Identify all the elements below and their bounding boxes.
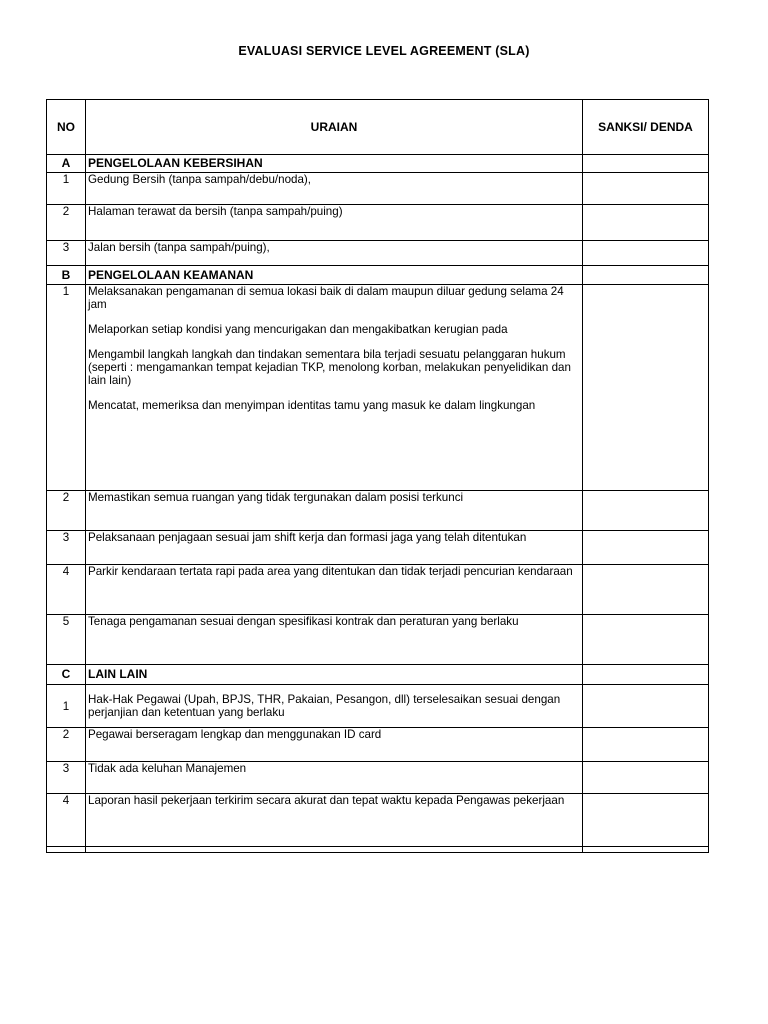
empty-cell — [86, 847, 583, 853]
sanksi-cell — [583, 241, 709, 266]
section-row-a — [47, 155, 709, 173]
table-row-empty — [47, 847, 709, 853]
section-row-c — [47, 665, 709, 685]
header-no: NO — [47, 100, 86, 155]
item-paragraph: Melaksanakan pengamanan di semua lokasi baik di dalam maupun diluar gedung selama 24 jam — [88, 285, 564, 311]
section-code: C — [47, 665, 86, 685]
section-code: A — [47, 155, 86, 173]
item-text: Laporan hasil pekerjaan terkirim secara akurat dan tepat waktu kepada Pengawas pekerjaan — [86, 794, 583, 847]
header-uraian: URAIAN — [86, 100, 583, 155]
table-row — [47, 173, 709, 205]
item-text: Halaman terawat da bersih (tanpa sampah/puing) — [86, 205, 583, 241]
item-no: 1 — [47, 285, 86, 491]
header-sanksi: SANKSI/ DENDA — [583, 100, 709, 155]
item-text: Memastikan semua ruangan yang tidak tergunakan dalam posisi terkunci — [86, 491, 583, 531]
item-no: 2 — [47, 728, 86, 762]
sanksi-cell — [583, 794, 709, 847]
item-no: 1 — [47, 685, 86, 728]
table-row — [47, 205, 709, 241]
item-paragraph: Mencatat, memeriksa dan menyimpan identitas tamu yang masuk ke dalam lingkungan — [88, 399, 536, 412]
table-row — [47, 491, 709, 531]
sanksi-cell — [583, 531, 709, 565]
table-row — [47, 241, 709, 266]
item-no: 4 — [47, 565, 86, 615]
table-row — [47, 685, 709, 728]
item-no: 2 — [47, 205, 86, 241]
item-text: Hak-Hak Pegawai (Upah, BPJS, THR, Pakaian, Pesangon, dll) terselesaikan sesuai dengan perjanjian dan ketentuan yang berlaku — [86, 685, 583, 728]
sanksi-cell — [583, 762, 709, 794]
empty-cell — [47, 847, 86, 853]
sanksi-cell — [583, 565, 709, 615]
item-paragraph: Melaporkan setiap kondisi yang mencurigakan dan mengakibatkan kerugian pada — [88, 323, 508, 336]
item-no: 1 — [47, 173, 86, 205]
item-text — [86, 285, 583, 491]
table-row — [47, 794, 709, 847]
item-paragraph: Mengambil langkah langkah dan tindakan sementara bila terjadi sesuatu pelanggaran hukum (seperti : mengamankan tempat kejadian TKP, menolong korban, melakukan penyelidikan dan lain lain) — [88, 348, 571, 387]
sanksi-cell — [583, 665, 709, 685]
item-no: 3 — [47, 762, 86, 794]
sanksi-cell — [583, 155, 709, 173]
table-row — [47, 762, 709, 794]
sla-table — [46, 99, 709, 853]
sanksi-cell — [583, 266, 709, 285]
item-no: 2 — [47, 491, 86, 531]
section-name: PENGELOLAAN KEBERSIHAN — [86, 155, 583, 173]
item-no: 3 — [47, 531, 86, 565]
table-row — [47, 728, 709, 762]
section-name: PENGELOLAAN KEAMANAN — [86, 266, 583, 285]
sanksi-cell — [583, 685, 709, 728]
table-row — [47, 285, 709, 491]
section-code: B — [47, 266, 86, 285]
item-no: 5 — [47, 615, 86, 665]
item-text: Parkir kendaraan tertata rapi pada area yang ditentukan dan tidak terjadi pencurian kendaraan — [86, 565, 583, 615]
table-row — [47, 531, 709, 565]
sanksi-cell — [583, 728, 709, 762]
sanksi-cell — [583, 173, 709, 205]
sanksi-cell — [583, 205, 709, 241]
section-name: LAIN LAIN — [86, 665, 583, 685]
document-title: EVALUASI SERVICE LEVEL AGREEMENT (SLA) — [238, 44, 530, 58]
empty-cell — [583, 847, 709, 853]
sanksi-cell — [583, 285, 709, 491]
item-text: Jalan bersih (tanpa sampah/puing), — [86, 241, 583, 266]
item-text: Pelaksanaan penjagaan sesuai jam shift kerja dan formasi jaga yang telah ditentukan — [86, 531, 583, 565]
sanksi-cell — [583, 491, 709, 531]
section-row-b — [47, 266, 709, 285]
item-text: Pegawai berseragam lengkap dan menggunakan ID card — [86, 728, 583, 762]
sanksi-cell — [583, 615, 709, 665]
item-no: 4 — [47, 794, 86, 847]
item-text: Gedung Bersih (tanpa sampah/debu/noda), — [86, 173, 583, 205]
table-header-row — [47, 100, 709, 155]
item-text: Tidak ada keluhan Manajemen — [86, 762, 583, 794]
table-row — [47, 615, 709, 665]
item-no: 3 — [47, 241, 86, 266]
table-row — [47, 565, 709, 615]
item-text: Tenaga pengamanan sesuai dengan spesifikasi kontrak dan peraturan yang berlaku — [86, 615, 583, 665]
